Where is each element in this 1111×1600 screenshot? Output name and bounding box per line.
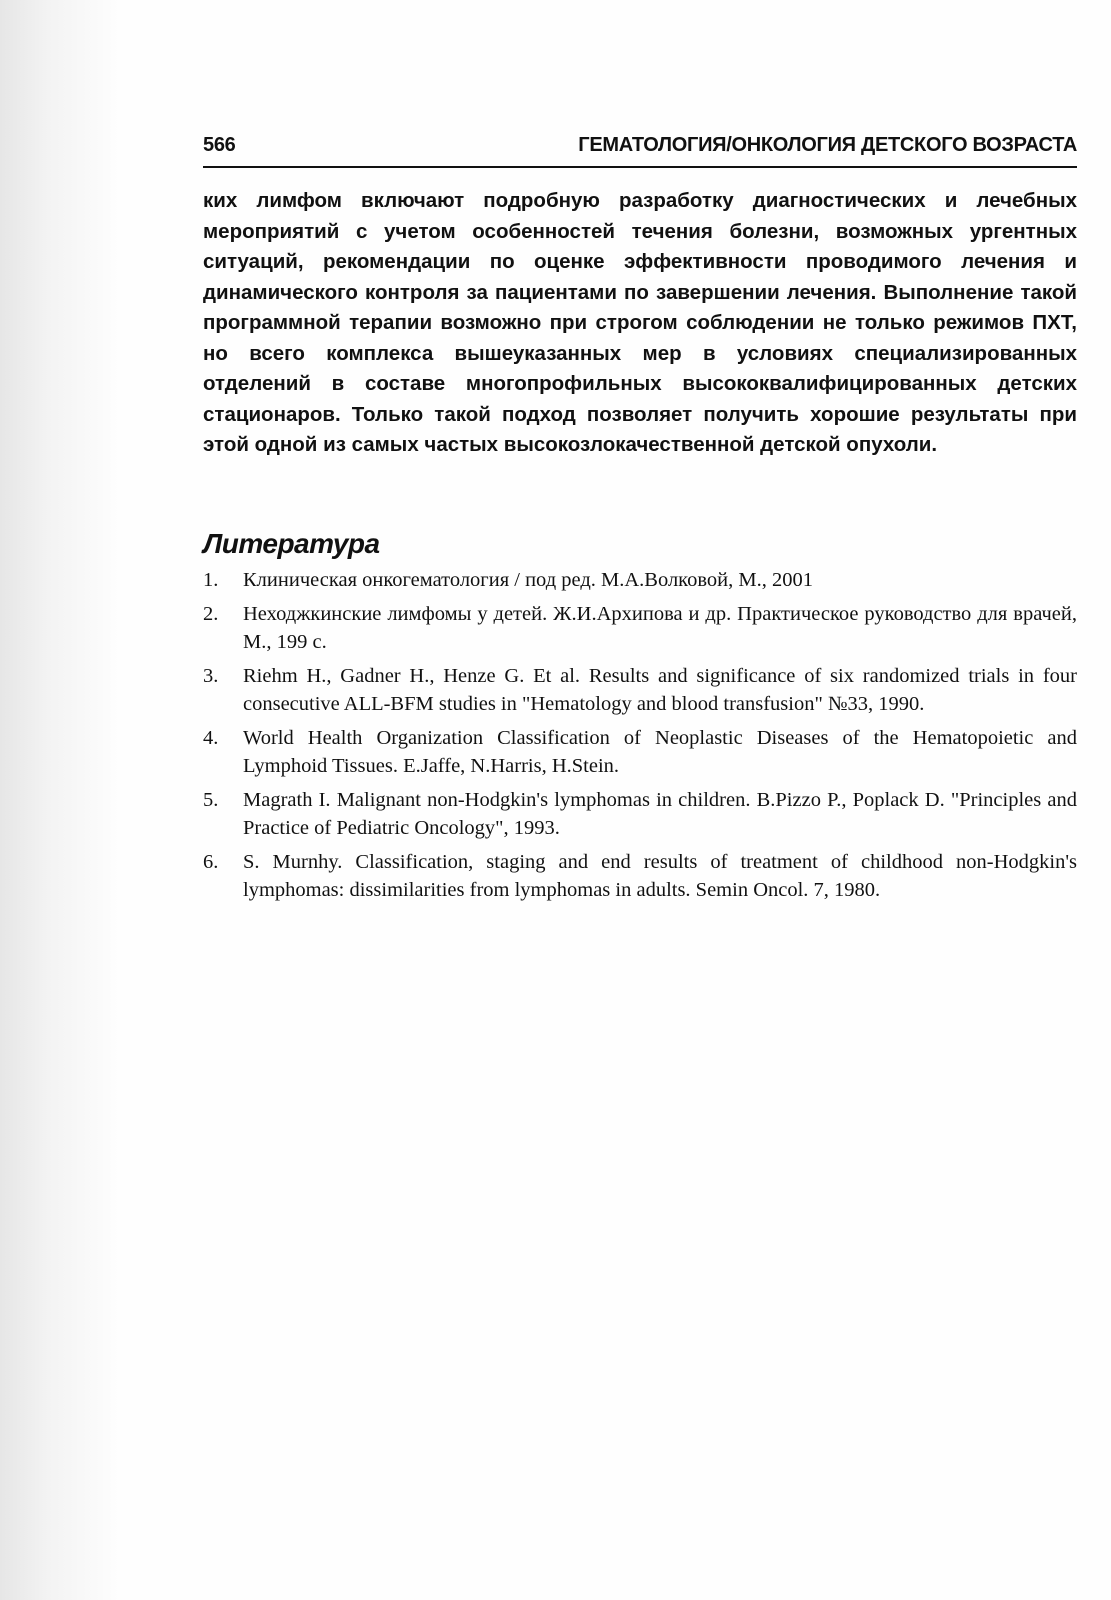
reference-number: 2. bbox=[203, 603, 219, 625]
reference-number: 6. bbox=[203, 851, 219, 873]
reference-text: Неходжкинские лимфомы у детей. Ж.И.Архипова и др. Практическое руководство для врачей, М., 199 с. bbox=[243, 603, 1077, 653]
reference-item bbox=[203, 662, 1077, 718]
reference-number: 5. bbox=[203, 789, 219, 811]
body-text bbox=[203, 186, 1077, 461]
reference-text: World Health Organization Classification of Neoplastic Diseases of the Hematopoietic and Lymphoid Tissues. E.Jaffe, N.Harris, H.Stein. bbox=[243, 727, 1077, 777]
running-head bbox=[203, 132, 1077, 166]
reference-item bbox=[203, 724, 1077, 780]
header-rule bbox=[203, 166, 1077, 168]
page-number: 566 bbox=[203, 134, 236, 156]
reference-number: 3. bbox=[203, 665, 219, 687]
reference-number: 1. bbox=[203, 569, 219, 591]
reference-number: 4. bbox=[203, 727, 219, 749]
reference-item bbox=[203, 600, 1077, 656]
references-heading: Литература bbox=[203, 528, 380, 559]
reference-text: Riehm H., Gadner H., Henze G. Et al. Results and significance of six randomized trials in four consecutive ALL-BFM studies in "Hematology and blood transfusion" №33, 1990. bbox=[243, 665, 1077, 715]
body-paragraph: ких лимфом включают подробную разработку диагностических и лечебных мероприятий с учетом особенностей течения болезни, возможных ургентных ситуаций, рекомендации по оценке эффективности проводимого лечения и динамического контроля за пациентами по завершении лечения. Выполнение такой программной терапии возможно при строгом соблюдении не только режимов ПХТ, но всего комплекса вышеуказанных мер в условиях специализированных отделений в составе многопрофильных высококвалифицированных детских стационаров. Только такой подход позволяет получить хорошие результаты при этой одной из самых частых высокозлокачественной детской опухоли. bbox=[203, 189, 1077, 456]
references-list bbox=[203, 566, 1077, 910]
reference-item bbox=[203, 786, 1077, 842]
reference-item bbox=[203, 848, 1077, 904]
reference-text: S. Murnhy. Classification, staging and end results of treatment of childhood non-Hodgkin's lymphomas: dissimilarities from lymphomas in adults. Semin Oncol. 7, 1980. bbox=[243, 851, 1077, 901]
reference-text: Клиническая онкогематология / под ред. М.А.Волковой, М., 2001 bbox=[243, 569, 813, 591]
running-title: ГЕМАТОЛОГИЯ/ОНКОЛОГИЯ ДЕТСКОГО ВОЗРАСТА bbox=[578, 134, 1077, 156]
reference-text: Magrath I. Malignant non-Hodgkin's lymphomas in children. B.Pizzo P., Poplack D. "Principles and Practice of Pediatric Oncology", 1993. bbox=[243, 789, 1077, 839]
scan-edge-shadow bbox=[0, 0, 120, 1600]
reference-item bbox=[203, 566, 1077, 594]
